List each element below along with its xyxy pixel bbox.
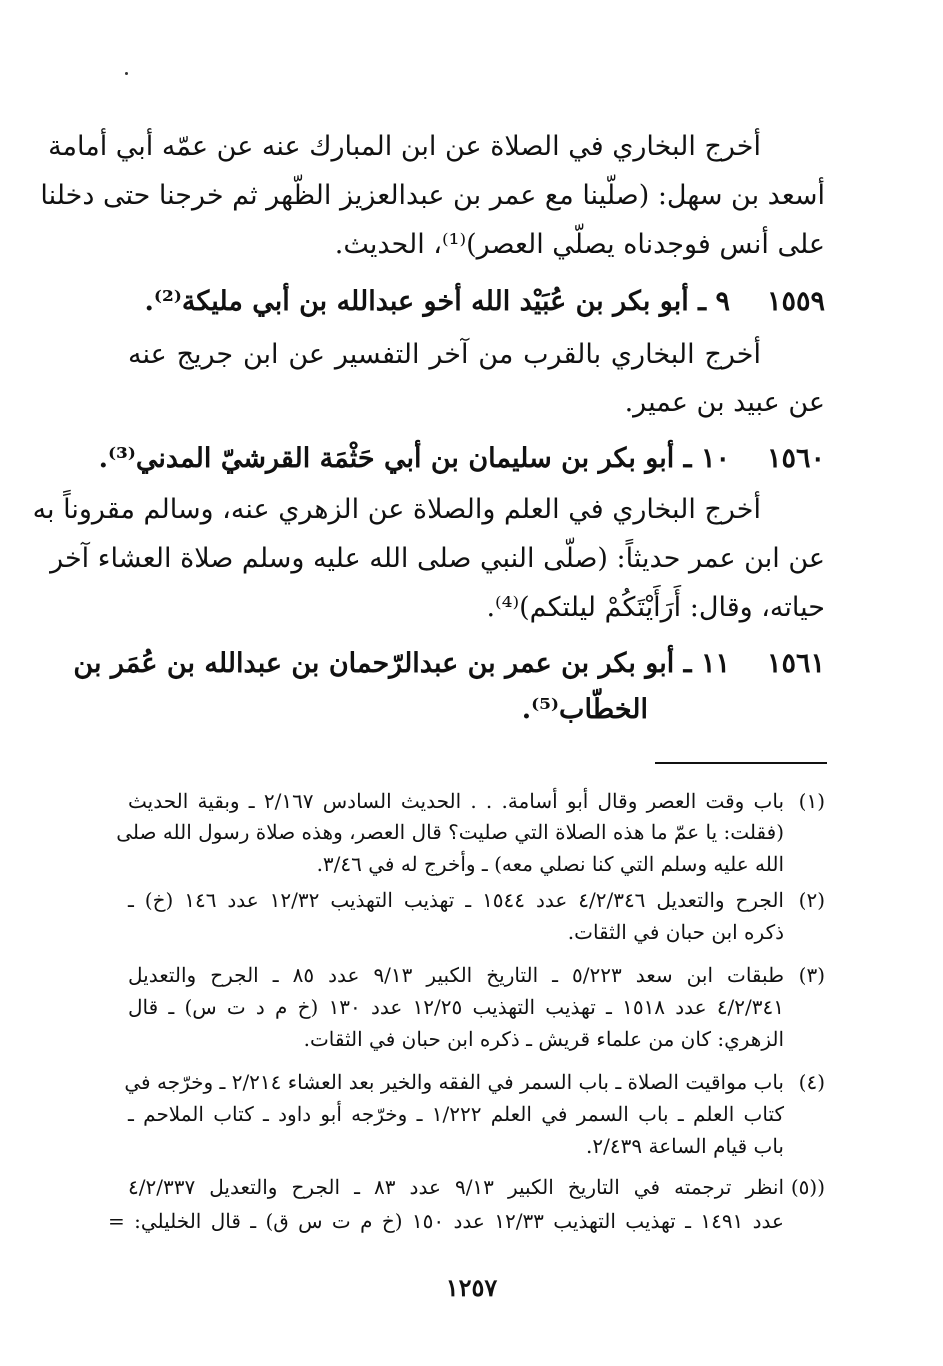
entry-heading-1560: ١٠ ـ أبو بكر بن سليمان بن أبي حَثْمَة القرشيّ المدني⁽³⁾. bbox=[98, 443, 730, 474]
body-line: أسعد بن سهل: (صلّينا مع عمر بن عبدالعزيز الظّهر ثم خرجنا حتى دخلنا bbox=[40, 180, 825, 211]
footnote-mark-5: ((٥) bbox=[790, 1175, 825, 1199]
footnote-line: (فقلت: يا عمّ ما هذه الصلاة التي صليت؟ قال العصر، وهذه صلاة رسول الله صلى bbox=[116, 820, 784, 844]
body-line: أخرج البخاري في الصلاة عن ابن المبارك عنه عن عمّه أبي أمامة bbox=[48, 131, 761, 162]
footnote-line: باب مواقيت الصلاة ـ باب السمر في الفقه والخير بعد العشاء ٢/٢١٤ ـ وخرّجه في bbox=[124, 1070, 784, 1094]
entry-heading-1559: ٩ ـ أبو بكر بن عُبَيْد الله أخو عبدالله بن أبي مليكة⁽²⁾. bbox=[144, 286, 730, 317]
footnote-line: عدد ١٤٩١ ـ تهذيب التهذيب ١٢/٣٣ عدد ١٥٠ (خ م ت س ق) ـ قال الخليلي: = bbox=[108, 1209, 784, 1233]
body-line: أخرج البخاري بالقرب من آخر التفسير عن ابن جريج عنه bbox=[128, 339, 761, 370]
page-number: ١٢٥٧ bbox=[445, 1273, 498, 1302]
footnote-mark-2: (٢) bbox=[798, 888, 825, 912]
entry-heading-1561: ١١ ـ أبو بكر بن عمر بن عبدالرّحمان بن عبدالله بن عُمَر بن bbox=[73, 648, 730, 679]
footnote-line: الزهري: كان من علماء قريش ـ ذكره ابن حبان في الثقات. bbox=[303, 1027, 784, 1051]
footnote-line: الجرح والتعديل ٤/٢/٣٤٦ عدد ١٥٤٤ ـ تهذيب التهذيب ١٢/٣٢ عدد ١٤٦ (خ) ـ bbox=[128, 888, 784, 912]
footnote-mark-3: (٣) bbox=[798, 963, 825, 987]
footnote-line: طبقات ابن سعد ٥/٢٢٣ ـ التاريخ الكبير ٩/١٣ عدد ٨٥ ـ الجرح والتعديل bbox=[128, 963, 784, 987]
entry-number-1561: ١٥٦١ bbox=[766, 648, 825, 679]
footnote-line: كتاب العلم ـ باب السمر في العلم ١/٢٢٢ ـ وخرّجه أبو داود ـ كتاب الملاحم ـ bbox=[128, 1102, 785, 1126]
speck bbox=[125, 72, 128, 75]
footnote-line: باب قيام الساعة ٢/٤٣٩. bbox=[586, 1134, 784, 1158]
entry-number-1560: ١٥٦٠ bbox=[766, 443, 825, 474]
footnote-line: باب وقت العصر وقال أبو أسامة. . . الحديث السادس ٢/١٦٧ ـ وبقية الحديث bbox=[128, 789, 785, 813]
entry-number-1559: ١٥٥٩ bbox=[766, 286, 825, 317]
body-line: عن ابن عمر حديثاً: (صلّى النبي صلى الله عليه وسلم صلاة العشاء آخر bbox=[50, 543, 825, 574]
body-line: على أنس فوجدناه يصلّي العصر)⁽¹⁾، الحديث. bbox=[334, 229, 825, 260]
footnote-separator bbox=[655, 762, 827, 764]
footnote-mark-1: (١) bbox=[798, 789, 825, 813]
entry-heading-1561-cont: الخطّاب⁽⁵⁾. bbox=[521, 694, 648, 725]
body-line: أخرج البخاري في العلم والصلاة عن الزهري عنه، وسالم مقروناً به bbox=[32, 494, 761, 525]
body-line: عن عبيد بن عمير. bbox=[624, 387, 825, 418]
footnote-mark-4: (٤) bbox=[798, 1070, 825, 1094]
body-line: حياته، وقال: أَرَأَيْتَكُمْ ليلتكم)⁽⁴⁾. bbox=[486, 592, 825, 623]
footnote-line: الله عليه وسلم التي كنا نصلي معه) ـ وأخرج له في ٣/٤٦. bbox=[316, 852, 784, 876]
footnote-line: ذكره ابن حبان في الثقات. bbox=[567, 920, 784, 944]
footnote-line: ٤/٢/٣٤١ عدد ١٥١٨ ـ تهذيب التهذيب ١٢/٢٥ عدد ١٣٠ (خ م د ت س) ـ قال bbox=[128, 995, 784, 1019]
footnote-line: انظر ترجمته في التاريخ الكبير ٩/١٣ عدد ٨٣ ـ الجرح والتعديل ٤/٢/٣٣٧ bbox=[128, 1175, 785, 1199]
